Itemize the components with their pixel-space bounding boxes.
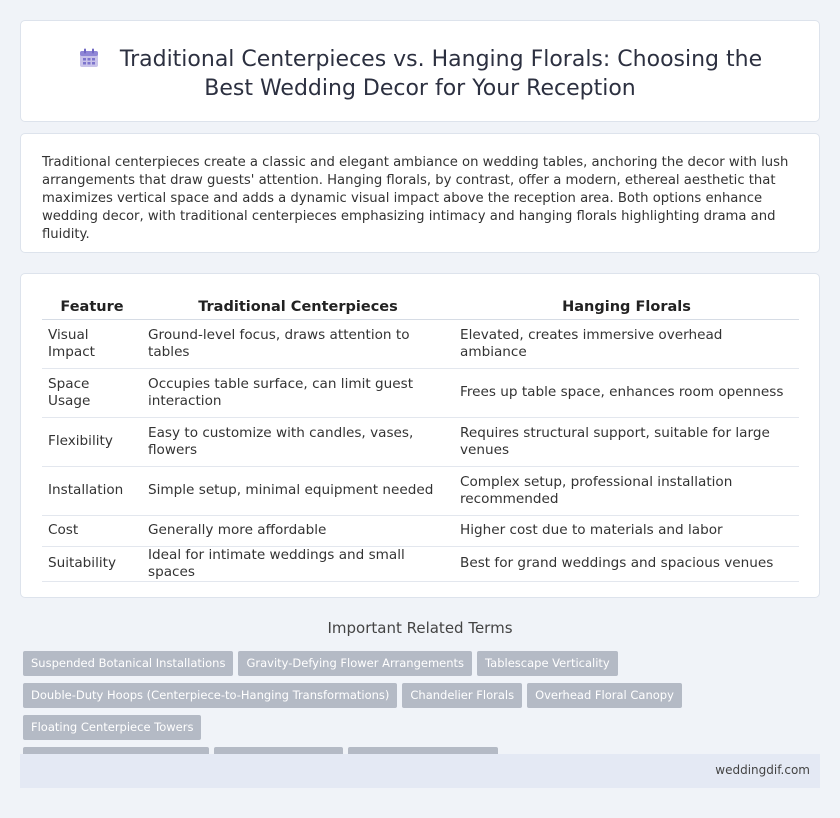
row-feature: Flexibility: [42, 417, 142, 466]
header-hanging: Hanging Florals: [454, 295, 799, 319]
row-hanging: Frees up table space, enhances room openness: [454, 368, 799, 417]
comparison-table: [42, 295, 799, 582]
row-traditional: Simple setup, minimal equipment needed: [142, 466, 454, 515]
tag-link[interactable]: Gravity-Defying Flower Arrangements: [238, 651, 472, 676]
row-feature: Cost: [42, 515, 142, 546]
row-hanging: Higher cost due to materials and labor: [454, 515, 799, 546]
table-row: [42, 546, 799, 581]
table-row: [42, 319, 799, 368]
table-header-row: [42, 295, 799, 319]
table-row: [42, 466, 799, 515]
page-title-text: Traditional Centerpieces vs. Hanging Florals: Choosing the Best Wedding Decor for Your Reception: [119, 47, 763, 101]
row-hanging: Requires structural support, suitable for large venues: [454, 417, 799, 466]
tag-link[interactable]: Tablescape Verticality: [477, 651, 618, 676]
title-card: [20, 20, 820, 122]
header-traditional: Traditional Centerpieces: [142, 295, 454, 319]
row-traditional: Ground-level focus, draws attention to tables: [142, 319, 454, 368]
intro-paragraph: Traditional centerpieces create a classic and elegant ambiance on wedding tables, anchoring the decor with lush arrangements that draw guests' attention. Hanging florals, by contrast, offer a modern, ethereal aesthetic that maximizes vertical space and adds a dynamic visual impact above the reception area. Both options enhance wedding decor, with traditional centerpieces emphasizing intimacy and hanging florals highlighting drama and fluidity.: [42, 155, 789, 242]
row-traditional: Generally more affordable: [142, 515, 454, 546]
row-feature: Space Usage: [42, 368, 142, 417]
row-feature: Visual Impact: [42, 319, 142, 368]
header-feature: Feature: [42, 295, 142, 319]
table-row: [42, 368, 799, 417]
row-feature: Suitability: [42, 546, 142, 581]
footer: [20, 754, 820, 788]
row-traditional: Easy to customize with candles, vases, flowers: [142, 417, 454, 466]
tag-link[interactable]: Chandelier Florals: [402, 683, 522, 708]
tag-link[interactable]: Floating Centerpiece Towers: [23, 715, 201, 740]
row-hanging: Complex setup, professional installation recommended: [454, 466, 799, 515]
tag-link[interactable]: Overhead Floral Canopy: [527, 683, 682, 708]
title-wrap: [51, 45, 789, 103]
comparison-card: [20, 273, 820, 598]
calendar-icon: [78, 47, 100, 69]
tag-link[interactable]: Suspended Botanical Installations: [23, 651, 233, 676]
table-row: [42, 515, 799, 546]
row-traditional: Occupies table surface, can limit guest interaction: [142, 368, 454, 417]
row-hanging: Elevated, creates immersive overhead ambiance: [454, 319, 799, 368]
footer-site-link[interactable]: weddingdif.com: [715, 763, 810, 777]
intro-card: [20, 133, 820, 253]
page-title: [51, 45, 789, 103]
row-traditional: Ideal for intimate weddings and small spaces: [142, 546, 454, 581]
row-feature: Installation: [42, 466, 142, 515]
related-terms-title: Important Related Terms: [327, 619, 513, 637]
row-hanging: Best for grand weddings and spacious venues: [454, 546, 799, 581]
tag-link[interactable]: Double-Duty Hoops (Centerpiece-to-Hanging Transformations): [23, 683, 397, 708]
table-row: [42, 417, 799, 466]
